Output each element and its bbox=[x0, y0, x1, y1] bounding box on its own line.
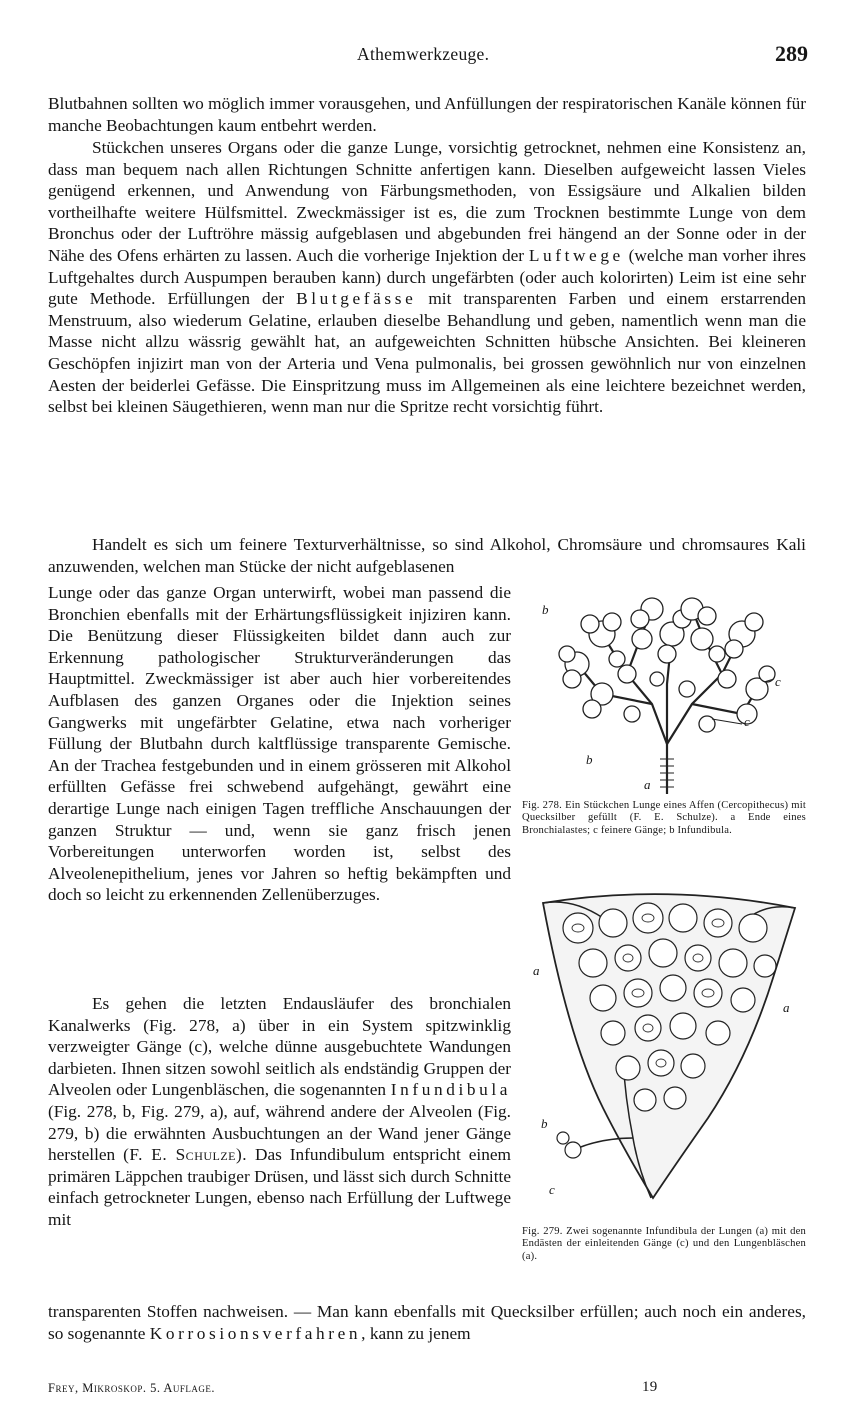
running-header bbox=[0, 41, 860, 74]
p6-part-a: transparenten Stoffen nachweisen. — Man kann ebenfalls mit Quecksilber erfüllen; auch noch ein anderes, so sogenannte bbox=[48, 1302, 806, 1343]
figure-279-caption: Fig. 279. Zwei sogenannte Infundibula der Lungen (a) mit den Endästen der einleitenden Gänge (c) und den Lungenbläschen (a). bbox=[522, 1226, 806, 1262]
author-citation: (F. E. Schulze). bbox=[123, 1145, 248, 1165]
p2-part-a: Stückchen unseres Organs oder die ganze Lunge, vorsichtig getrocknet, nehmen eine Konsistenz an, dass man bequem nach allen Richtungen Schnitte anfertigen kann. Dieselben aufgeweicht lassen Vieles genügend erkennen, und Anwendung von Färbungsmethoden, von Essigsäure und Alkalien bilden vortheilhafte weitere Hülfsmittel. Zweckmässiger ist es, die zum Trocknen bestimmte Lunge von dem Bronchus oder der Luftröhre mässig aufgeblasen und abgebunden frei hängend an der Sonne oder in der Nähe des Ofens erhärten zu lassen. Auch die vorherige Injektion der bbox=[48, 138, 806, 265]
fig278-label-a: a bbox=[644, 777, 651, 792]
paragraph-5 bbox=[48, 993, 511, 1231]
paragraph-4: Lunge oder das ganze Organ unterwirft, wobei man passend die Bronchien ebenfalls mit der Erhärtungsflüssigkeit injiziren kann. Die Benützung dieser Flüssigkeiten bildet dann auch zur Erkennung pathologischer Strukturveränderungen das Hauptmittel. Zweckmässiger ist aber auch hier vorbereitendes Aufblasen des ganzen Organes oder die Injektion seines Gangwerks mit ungefärbter Gelatine, etwa nach vorheriger Füllung der Blutbahn durch kaltflüssige transparente Gemische. An der Trachea festgebunden und in einem grösseren mit Alkohol erfüllten Gefässe frei schwebend aufgehängt, gewährt eine derartige Lunge nach einigen Tagen treffliche Anschauungen der ganzen Struktur — und, wenn sie ganz frisch jenen Vorbereitungen unterworfen worden ist, selbst des Alveolenepithelium, jenes vor Jahren so heftig bekämpften und doch so leicht zu erkennenden Zellenüberzuges. bbox=[48, 583, 511, 905]
footer-source: Frey, Mikroskop. 5. Auflage. bbox=[48, 1381, 216, 1395]
fig278-label-c-inner: c bbox=[744, 714, 750, 729]
fig279-label-a-right: a bbox=[783, 1000, 790, 1015]
paragraph-3: Handelt es sich um feinere Texturverhältnisse, so sind Alkohol, Chromsäure und chromsaures Kali anzuwenden, welchen man Stücke der nicht aufgeblasenen bbox=[48, 535, 806, 576]
figure-278-illustration bbox=[542, 594, 792, 794]
figure-279-illustration bbox=[533, 888, 803, 1218]
p2-part-b: (welche man vorher ihres Luftgehaltes durch Auspumpen berauben kann) durch ungefärbten (oder auch kolorirten) Leim ist eine sehr gute Methode. Erfüllungen der bbox=[48, 245, 806, 309]
p5-part-c: Das Infundibulum entspricht einem primären Läppchen traubiger Drüsen, und lässt sich durch Schnitte einfach getrockneter Lungen, ebenso nach Erfüllung der Luftwege mit bbox=[48, 1145, 511, 1229]
paragraph-1: Blutbahnen sollten wo möglich immer vorausgehen, und Anfüllungen der respiratorischen Kanäle können für manche Beobachtungen kaum entbehrt werden. bbox=[48, 94, 806, 135]
p2-part-c: mit transparenten Farben und einem erstarrenden Menstruum, also wiederum Gelatine, erlauben dieselbe Behandlung und geben, namentlich wenn man die Masse nicht allzu wässrig gewählt hat, an aufgeweichten Schnitten hübsche Ansichten. Bei kleineren Geschöpfen injizirt man von der Arteria und Vena pulmonalis, bei grossen gewöhnlich nur von einzelnen Aesten der beiderlei Gefässe. Die Einspritzung muss im Allgemeinen als eine leichtere bezeichnet werden, selbst bei kleinen Säugethieren, wenn man nur die Spritze recht vorsichtig führt. bbox=[48, 289, 806, 417]
spaced-term-korrosionsverfahren: Korrosionsverfahren bbox=[149, 1323, 362, 1343]
fig279-label-c: c bbox=[549, 1182, 555, 1197]
p6-part-b: , kann zu jenem bbox=[361, 1323, 471, 1343]
running-title: Athemwerkzeuge. bbox=[357, 44, 490, 64]
spaced-term-infundibula: Infundibula bbox=[390, 1080, 511, 1100]
fig278-label-c-right: c bbox=[775, 674, 781, 689]
p5-part-a: Es gehen die letzten Endausläufer des bronchialen Kanalwerks (Fig. 278, a) über in ein System spitzwinklig verzweigter Gänge (c), welche dünne ausgebuchtete Wandungen darbieten. Ihnen sitzen sowohl seitlich als endständig Gruppen der Alveolen oder Lungenbläschen, die sogenannten bbox=[48, 994, 511, 1100]
signature-number: 19 bbox=[642, 1379, 658, 1395]
figure-279 bbox=[533, 888, 803, 1218]
paragraph-2 bbox=[48, 137, 806, 418]
spaced-term-blutgefaesse: Blutgefässe bbox=[296, 289, 417, 309]
page-footer bbox=[48, 1381, 806, 1401]
spaced-term-luftwege: Luftwege bbox=[528, 245, 624, 265]
fig279-label-b: b bbox=[541, 1116, 548, 1131]
fig278-label-b-top: b bbox=[542, 602, 549, 617]
fig279-label-a-left: a bbox=[533, 963, 540, 978]
paragraph-6 bbox=[48, 1301, 806, 1344]
page-number: 289 bbox=[775, 41, 808, 66]
p5-part-b: (Fig. 278, b, Fig. 279, a), auf, während andere der Alveolen (Fig. 279, b) die erwähnten Ausbuchtungen an der Wand jener Gänge herstellen bbox=[48, 1101, 511, 1165]
figure-278-caption: Fig. 278. Ein Stückchen Lunge eines Affen (Cercopithecus) mit Quecksilber gefüllt (F. E. Schulze). a Ende eines Bronchialastes; c feinere Gänge; b Infundibula. bbox=[522, 800, 806, 836]
figure-278 bbox=[542, 594, 792, 794]
fig278-label-b-bottom: b bbox=[586, 752, 593, 767]
